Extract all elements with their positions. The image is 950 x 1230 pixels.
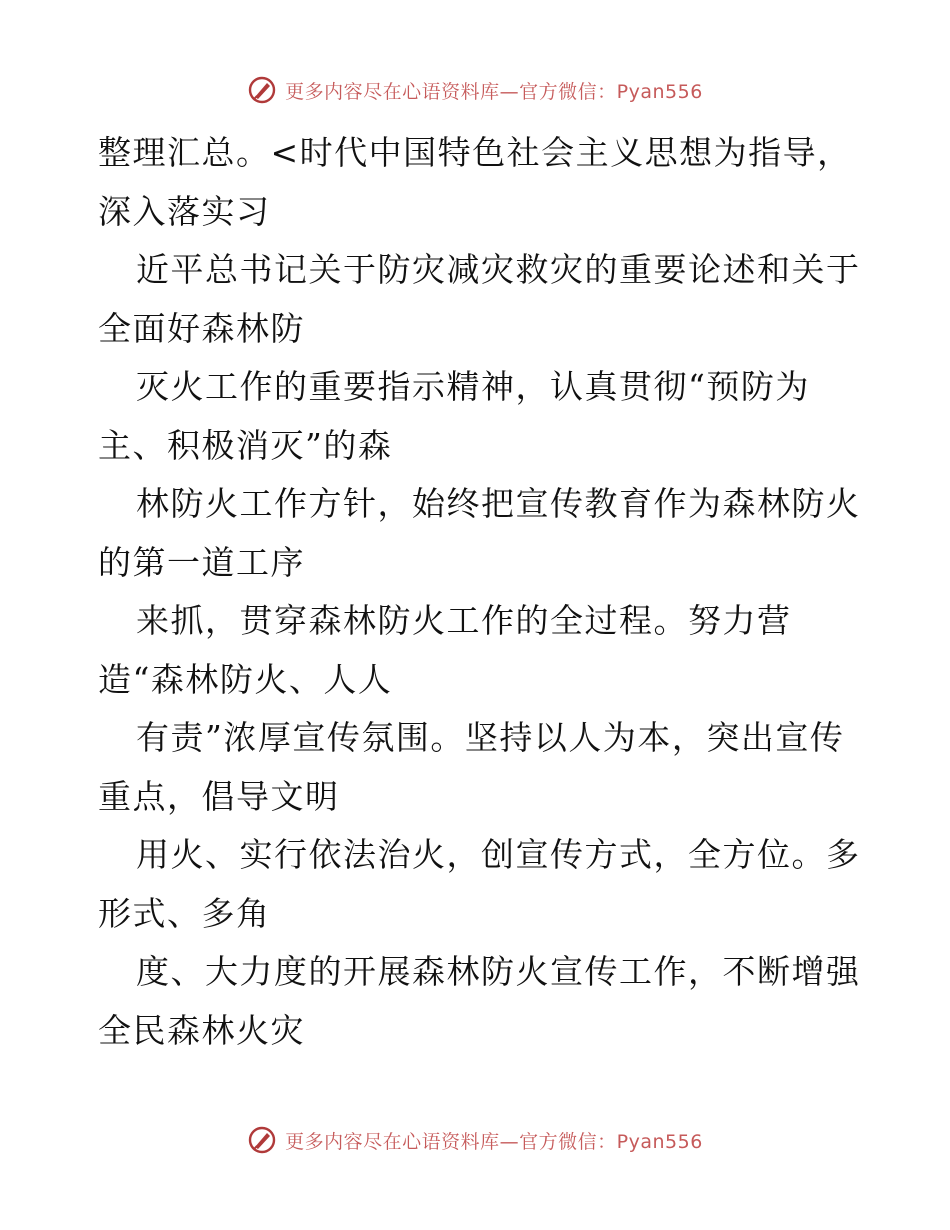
watermark-label: 更多内容尽在心语资料库—官方微信： — [285, 80, 617, 103]
document-body — [98, 124, 868, 1060]
text-line: 灭火工作的重要指示精神，认真贯彻“预防为 — [136, 367, 810, 406]
watermark-text — [285, 1127, 703, 1154]
text-line: 主、积极消灭”的森 — [98, 425, 393, 465]
text-line: 林防火工作方针，始终把宣传教育作为森林防火 — [136, 484, 861, 523]
quill-logo-icon — [247, 1125, 277, 1155]
watermark-text — [285, 77, 703, 104]
text-line: 的第一道工序 — [98, 542, 305, 582]
text-line: 度、大力度的开展森林防火宣传工作，不断增强 — [136, 952, 861, 991]
text-line: 形式、多角 — [98, 893, 271, 933]
text-line: 有责”浓厚宣传氛围。坚持以人为本，突出宣传 — [136, 718, 845, 757]
footer-watermark — [0, 1120, 950, 1160]
text-line: 造“森林防火、人人 — [98, 659, 393, 699]
header-watermark — [0, 70, 950, 110]
quill-logo-icon — [247, 75, 277, 105]
text-line: 重点，倡导文明 — [98, 776, 340, 816]
text-line: 近平总书记关于防灾减灾救灾的重要论述和关于 — [136, 250, 861, 289]
watermark-label: 更多内容尽在心语资料库—官方微信： — [285, 1130, 617, 1153]
text-line: 来抓，贯穿森林防火工作的全过程。努力营 — [136, 601, 792, 640]
watermark-id: Pyan556 — [616, 80, 703, 103]
text-line: 整理汇总。<时代中国特色社会主义思想为指导， — [98, 133, 852, 172]
text-line: 全民森林火灾 — [98, 1010, 305, 1050]
text-line: 用火、实行依法治火，创宣传方式，全方位。多 — [136, 835, 861, 874]
text-line: 全面好森林防 — [98, 308, 305, 348]
text-line: 深入落实习 — [98, 191, 271, 231]
watermark-id: Pyan556 — [616, 1130, 703, 1153]
